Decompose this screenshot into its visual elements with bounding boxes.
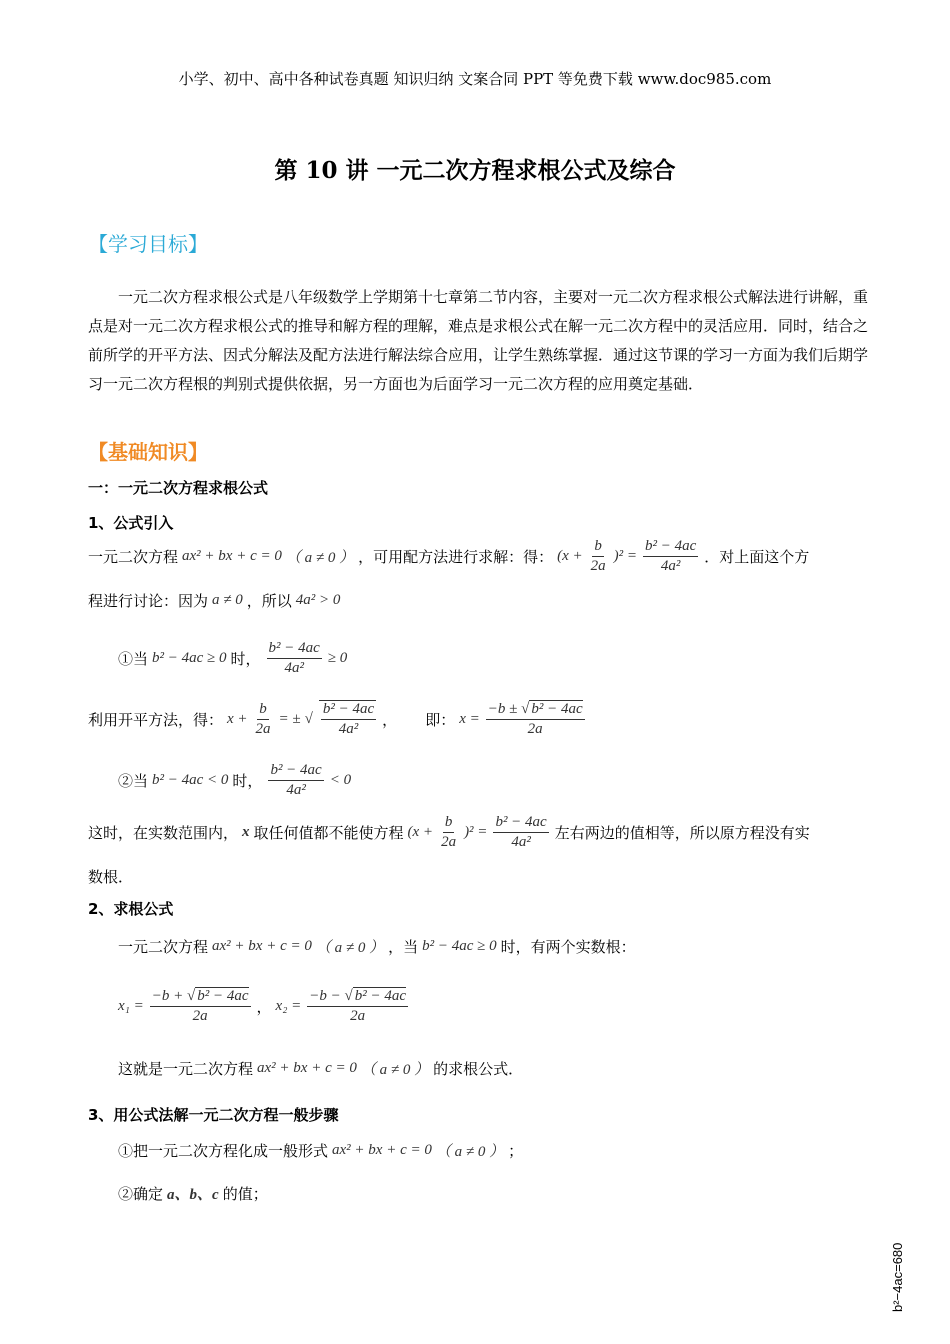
text: ②当	[118, 772, 149, 790]
text: 利用开平方法，得：	[88, 710, 224, 729]
text: 程进行讨论：因为	[88, 592, 209, 610]
text: ；	[508, 1142, 524, 1160]
math: （ a ≠ 0 ）	[315, 940, 385, 956]
sub2-line	[118, 936, 636, 957]
math: x	[242, 824, 250, 840]
text: 时，	[230, 650, 261, 668]
frac-b-over-2a: $\frac{b}{2a}$	[255, 700, 271, 737]
text: 时，有两个实数根：	[500, 938, 636, 956]
frac-disc-over-4a2: $\frac{\text{b² − 4ac}}{\text{4a²}}$	[268, 640, 320, 676]
text: ①当	[118, 650, 149, 668]
frac-root-formula: $\frac{\text{−b ± √ b² − 4ac}}{2a}$	[487, 700, 583, 737]
frac-disc-over-4a2: $\frac{\text{b² − 4ac}}{\text{4a²}}$	[645, 538, 697, 574]
frac-root1: $\frac{\text{−b + √ b² − 4ac}}{2a}$	[151, 988, 249, 1024]
math: a ≠ 0	[212, 592, 243, 608]
math: ax² + bx + c = 0	[257, 1060, 357, 1076]
text: 一元二次方程	[88, 548, 179, 566]
math: < 0	[329, 772, 352, 788]
math-general-form: ax² + bx + c = 0	[182, 548, 282, 564]
text: 左右两边的值相等，所以原方程没有实	[554, 824, 810, 842]
math: x =	[459, 710, 480, 727]
math: 4a² > 0	[295, 592, 341, 608]
sub3-heading: 3、用公式法解一元二次方程一般步骤	[88, 1106, 339, 1124]
case1-line	[118, 640, 347, 677]
text: 这就是一元二次方程	[118, 1060, 254, 1078]
text: 的求根公式．	[433, 1060, 524, 1078]
text: ②确定	[118, 1185, 164, 1203]
frac-disc-over-4a2: $\frac{\text{b² − 4ac}}{\text{4a²}}$	[495, 814, 547, 850]
math: b² − 4ac ≥ 0	[152, 650, 227, 666]
math: ax² + bx + c = 0	[212, 938, 312, 954]
corner-mark: b²−4ac=680	[890, 1242, 905, 1312]
frac-b-over-2a: $\frac{b}{2a}$	[441, 814, 457, 850]
math: ax² + bx + c = 0	[332, 1142, 432, 1158]
text: ，	[382, 710, 398, 729]
math: = ±	[278, 710, 301, 727]
step2-line	[118, 1183, 268, 1204]
goals-paragraph: 一元二次方程求根公式是八年级数学上学期第十七章第二节内容，主要对一元二次方程求根公式解法进行讲解，重点是对一元二次方程求根公式的推导和解方程的理解，难点是求根公式在解一元二次方程中的灵活应用．同时，结合之前所学的开平方法、因式分解法及配方法进行解法综合应用，让学生熟练掌握．通过这节课的学习一方面为我们后期学习一元二次方程根的判别式提供依据，另一方面也为后面学习一元二次方程的应用奠定基础．	[88, 288, 869, 393]
frac-disc-over-4a2: $\frac{\text{b² − 4ac}}{\text{4a²}}$	[319, 700, 376, 738]
text: ．对上面这个方	[704, 548, 810, 566]
math: )² =	[464, 824, 488, 840]
math: x₂ =	[275, 998, 302, 1014]
text: 取任何值都不能使方程	[253, 824, 404, 842]
text: ，可用配方法进行求解：得：	[358, 548, 554, 566]
text: ，所以	[246, 592, 292, 610]
text: 一元二次方程	[118, 938, 209, 956]
text: ，当	[388, 938, 419, 956]
sqrt-line	[88, 700, 587, 738]
math: b² − 4ac < 0	[152, 772, 229, 788]
header-banner: 小学、初中、高中各种试卷真题 知识归纳 文案合同 PPT 等免费下载 www.doc985.com	[178, 70, 772, 88]
discussion-line	[88, 590, 340, 611]
math: ≥ 0	[327, 650, 348, 666]
basics-heading: 【基础知识】	[88, 440, 208, 464]
sub2-heading: 2、求根公式	[88, 900, 174, 918]
sqrt-sign: √	[304, 710, 313, 727]
part1-heading: 一：一元二次方程求根公式	[88, 479, 269, 497]
page-title: 第 10 讲 一元二次方程求根公式及综合	[274, 157, 676, 184]
case2-line	[118, 762, 351, 799]
text: 时，	[232, 772, 263, 790]
math: （ a ≠ 0 ）	[360, 1062, 430, 1078]
sub1-heading: 1、公式引入	[88, 514, 174, 532]
math-lhs-end: )² =	[613, 548, 638, 564]
roots-line	[118, 988, 410, 1025]
case2-explain-line	[88, 814, 810, 851]
frac-root2: $\frac{\text{−b − √ b² − 4ac}}{2a}$	[309, 988, 407, 1024]
text: 这时，在实数范围内，	[88, 824, 239, 842]
text: ，	[256, 998, 272, 1016]
formula-intro-line	[88, 538, 809, 575]
math: x +	[227, 710, 248, 727]
math: （ a ≠ 0 ）	[435, 1144, 505, 1160]
math: a、b、c	[167, 1187, 219, 1203]
text: 即：	[425, 710, 456, 729]
text: ①把一元二次方程化成一般形式	[118, 1142, 329, 1160]
case2-end: 数根．	[88, 868, 134, 886]
math: (x +	[407, 824, 434, 840]
math-lhs: (x +	[557, 548, 583, 564]
goals-heading: 【学习目标】	[88, 232, 208, 256]
text: 的值；	[222, 1185, 268, 1203]
math: x₁ =	[118, 998, 144, 1014]
math-a-ne-0: （ a ≠ 0 ）	[285, 550, 355, 566]
frac-disc-over-4a2: $\frac{\text{b² − 4ac}}{\text{4a²}}$	[270, 762, 322, 798]
sub2-conclusion	[118, 1058, 523, 1079]
step1-line	[118, 1140, 523, 1161]
frac-b-over-2a: $\frac{b}{2a}$	[590, 538, 606, 574]
math: b² − 4ac ≥ 0	[422, 938, 497, 954]
